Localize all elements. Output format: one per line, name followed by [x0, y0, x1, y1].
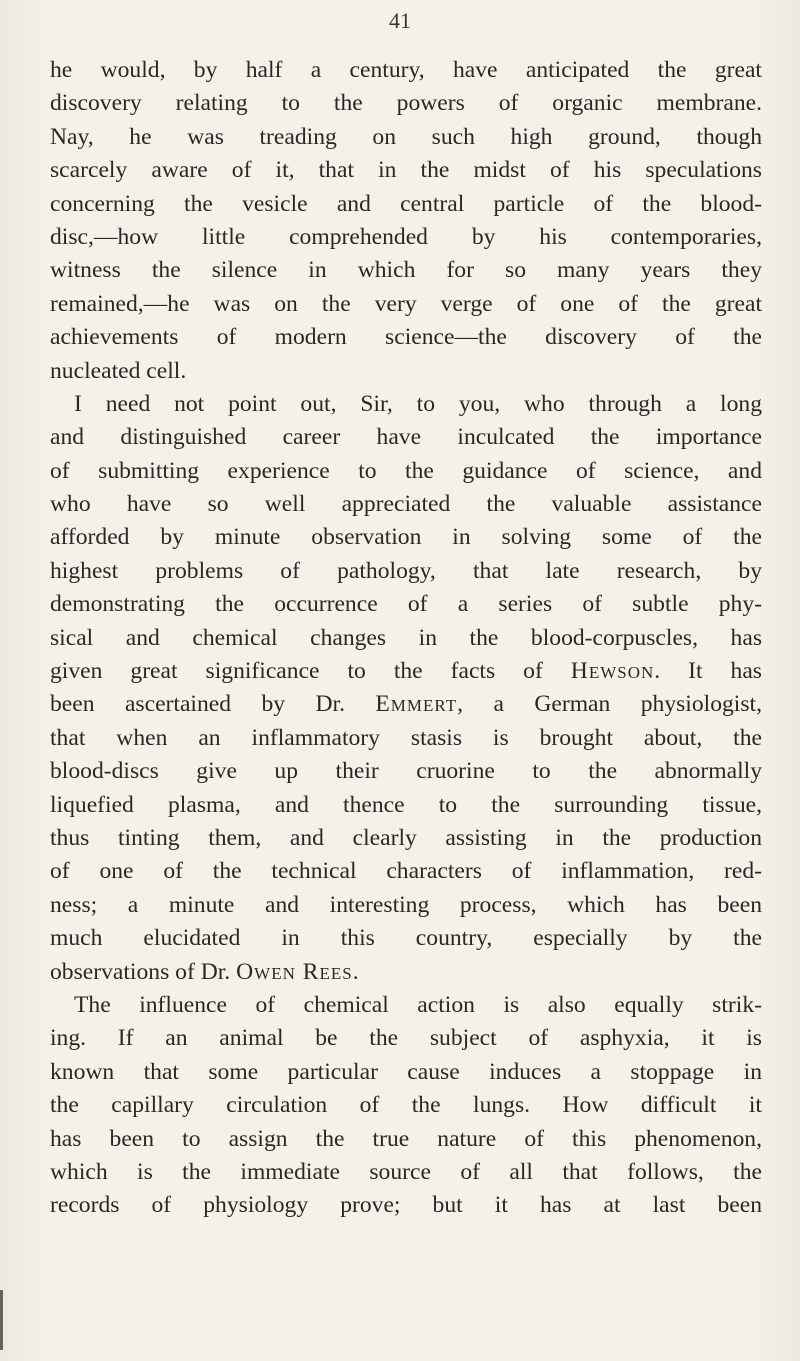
text-line: which is the immediate source of all that follows, the	[50, 1158, 762, 1185]
text-line: liquefied plasma, and thence to the surrounding tissue,	[50, 791, 762, 818]
text-line: remained,—he was on the very verge of one of the great	[50, 290, 762, 317]
text-line: afforded by minute observation in solving some of the	[50, 524, 762, 551]
page-number: 41	[389, 8, 411, 33]
text-line: scarcely aware of it, that in the midst of his speculations	[50, 157, 762, 184]
text-line: ing. If an animal be the subject of asphyxia, it is	[50, 1025, 762, 1052]
text-line: nucleated cell.	[50, 357, 187, 384]
text-line: has been to assign the true nature of this phenomenon,	[50, 1125, 762, 1152]
text-line: blood-discs give up their cruorine to the abnormally	[50, 758, 762, 785]
text-line: concerning the vesicle and central particle of the blood-	[50, 190, 762, 217]
text-line: highest problems of pathology, that late research, by	[50, 557, 762, 584]
text-line: thus tinting them, and clearly assisting in the production	[50, 824, 762, 851]
text-line: he would, by half a century, have anticipated the great	[50, 57, 762, 83]
text-line: observations of Dr. Owen Rees.	[50, 958, 359, 985]
text-line: Nay, he was treading on such high ground, though	[50, 123, 762, 150]
text-line: of one of the technical characters of inflammation, red-	[50, 858, 762, 885]
text-line: The influence of chemical action is also equally strik-	[74, 991, 762, 1018]
text-line: demonstrating the occurrence of a series of subtle phy-	[50, 591, 762, 618]
text-line: witness the silence in which for so many years they	[50, 257, 762, 284]
text-line: that when an inflammatory stasis is brought about, the	[50, 724, 762, 751]
page-edge-mark	[0, 1290, 3, 1350]
text-line: the capillary circulation of the lungs. How difficult it	[50, 1092, 762, 1119]
body-text	[50, 54, 762, 1223]
text-line: discovery relating to the powers of organic membrane.	[50, 90, 762, 117]
text-line: achievements of modern science—the discovery of the	[50, 324, 762, 351]
text-line: much elucidated in this country, especially by the	[50, 925, 762, 952]
text-line: who have so well appreciated the valuable assistance	[50, 491, 762, 518]
text-line: and distinguished career have inculcated the importance	[50, 424, 762, 451]
text-line: sical and chemical changes in the blood-corpuscles, has	[50, 624, 762, 651]
text-line: known that some particular cause induces a stoppage in	[50, 1058, 762, 1085]
text-line: disc,—how little comprehended by his contemporaries,	[50, 223, 762, 250]
text-line: ness; a minute and interesting process, which has been	[50, 891, 762, 918]
text-line: I need not point out, Sir, to you, who through a long	[74, 390, 762, 417]
text-line: given great significance to the facts of Hewson. It has	[50, 658, 762, 685]
text-line: records of physiology prove; but it has at last been	[50, 1192, 762, 1219]
text-line: been ascertained by Dr. Emmert, a German physiologist,	[50, 691, 762, 718]
text-line: of submitting experience to the guidance of science, and	[50, 457, 762, 484]
